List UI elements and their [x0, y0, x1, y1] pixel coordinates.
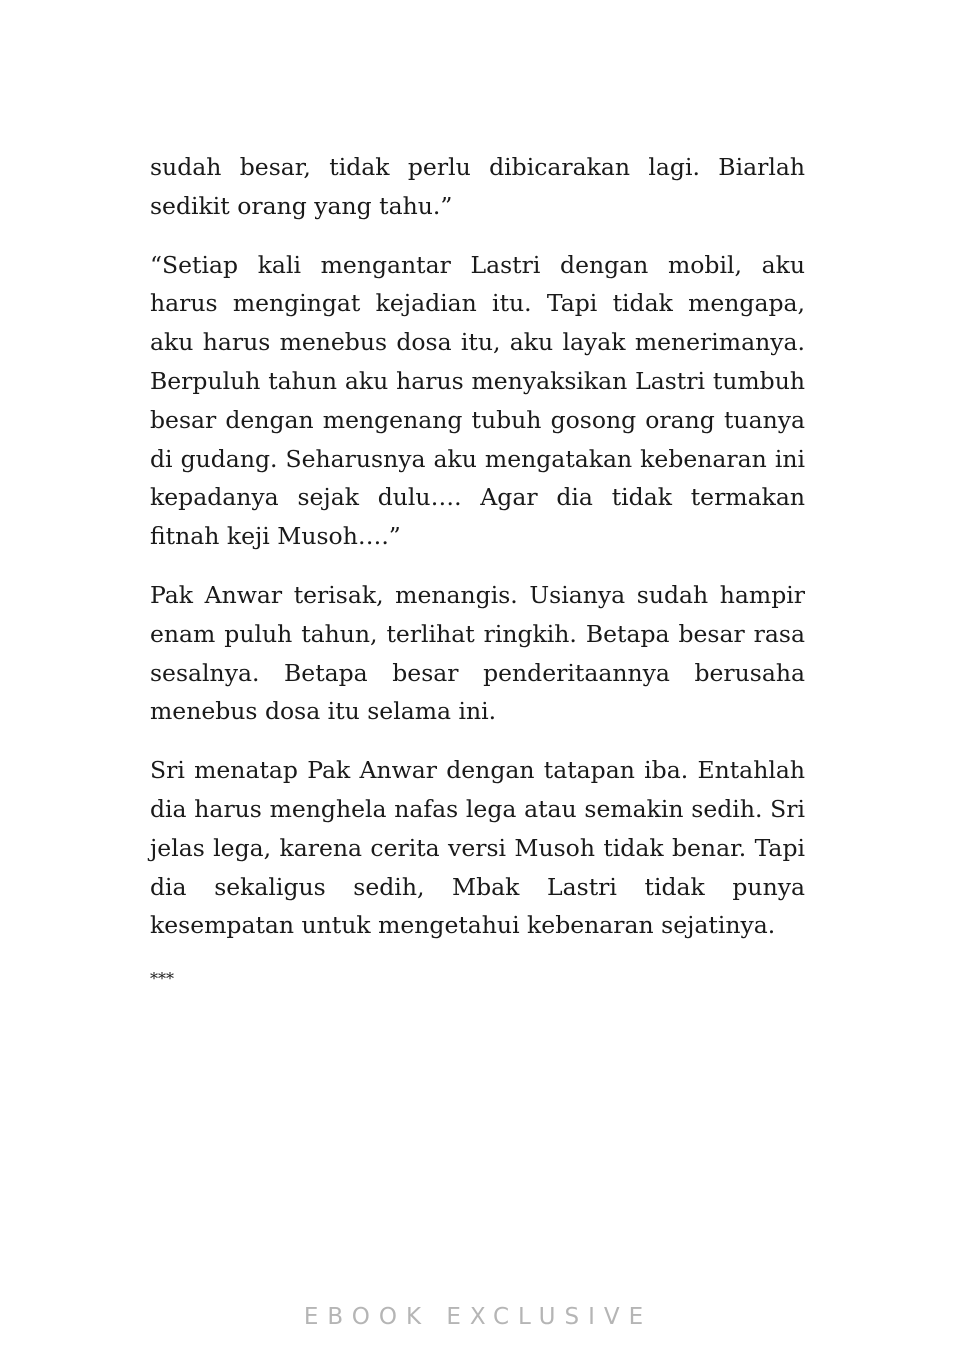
paragraph: Pak Anwar terisak, menangis. Usianya sudah hampir enam puluh tahun, terlihat ringkih. Betapa besar rasa sesalnya. Betapa besar penderitaannya berusaha menebus dosa itu selama ini.: [150, 580, 805, 726]
paragraph: “Setiap kali mengantar Lastri dengan mobil, aku harus mengingat kejadian itu. Tapi tidak mengapa, aku harus menebus dosa itu, aku layak menerimanya. Berpuluh tahun aku harus menyaksikan Lastri tumbuh besar dengan mengenang tubuh gosong orang tuanya di gudang. Seharusnya aku mengatakan kebenaran ini kepadanya sejak dulu…. Agar dia tidak termakan fitnah keji Musoh….”: [150, 250, 805, 551]
paragraph: Sri menatap Pak Anwar dengan tatapan iba. Entahlah dia harus menghela nafas lega atau semakin sedih. Sri jelas lega, karena cerita versi Musoh tidak benar. Tapi dia sekaligus sedih, Mbak Lastri tidak punya kesempatan untuk mengetahui kebenaran sejatinya.: [150, 756, 805, 940]
page-footer: EBOOK EXCLUSIVE: [303, 1304, 653, 1330]
paragraph: sudah besar, tidak perlu dibicarakan lagi. Biarlah sedikit orang yang tahu.”: [150, 153, 805, 220]
scene-break: ***: [150, 969, 174, 989]
page-body: [150, 148, 805, 991]
